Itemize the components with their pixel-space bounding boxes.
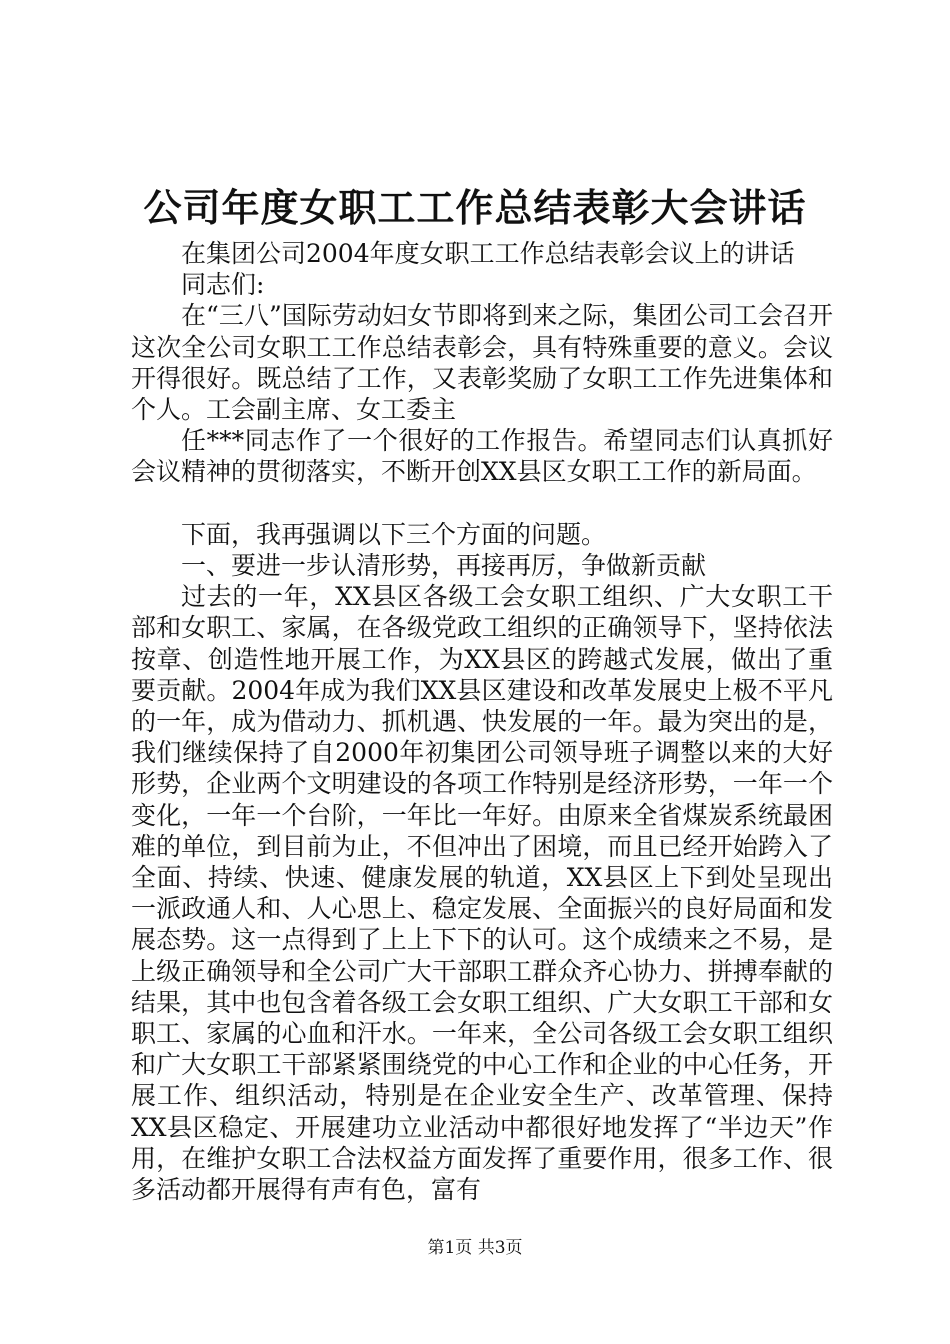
document-title: 公司年度女职工工作总结表彰大会讲话 bbox=[143, 185, 807, 230]
paragraph-review: 过去的一年，XX县区各级工会女职工组织、广大女职工干部和女职工、家属，在各级党政工组织的正确领导下，坚持依法按章、创造性地开展工作，为XX县区的跨越式发展，做出了重要贡献。2004年成为我们XX县区建设和改革发展史上极不平凡的一年，成为借动力、抓机遇、快发展的一年。最为突出的是，我们继续保持了自2000年初集团公司领导班子调整以来的大好形势，企业两个文明建设的各项工作特别是经济形势，一年一个变化，一年一个台阶，一年比一年好。由原来全省煤炭系统最困难的单位，到目前为止，不但冲出了困境，而且已经开始跨入了全面、持续、快速、健康发展的轨道，XX县区上下到处呈现出一派政通人和、人心思上、稳定发展、全面振兴的良好局面和发展态势。这一点得到了上上下下的认可。这个成绩来之不易，是上级正确领导和全公司广大干部职工群众齐心协力、拼搏奉献的结果，其中也包含着各级工会女职工组织、广大女职工干部和女职工、家属的心血和汗水。一年来，全公司各级工会女职工组织和广大女职工干部紧紧围绕党的中心工作和企业的中心任务，开展工作、组织活动，特别是在企业安全生产、改革管理、保持XX县区稳定、开展建功立业活动中都很好地发挥了“半边天”作用，在维护女职工合法权益方面发挥了重要作用，很多工作、很多活动都开展得有声有色，富有 bbox=[131, 582, 833, 1205]
paragraph-opening: 在“三八”国际劳动妇女节即将到来之际，集团公司工会召开这次全公司女职工工作总结表彰会，具有特殊重要的意义。会议开得很好。既总结了工作，又表彰奖励了女职工工作先进集体和个人。工会副主席、女工委主 bbox=[131, 301, 833, 425]
document-body bbox=[131, 238, 833, 1205]
page-footer: 第1页 共3页 bbox=[427, 1238, 523, 1258]
speech-heading-line: 在集团公司2004年度女职工工作总结表彰会议上的讲话 bbox=[181, 239, 795, 268]
paragraph-spacer bbox=[131, 488, 833, 519]
salutation: 同志们: bbox=[181, 270, 265, 300]
paragraph-report: 任***同志作了一个很好的工作报告。希望同志们认真抓好会议精神的贯彻落实，不断开创XX县区女职工工作的新局面。 bbox=[131, 426, 833, 487]
paragraph-transition: 下面，我再强调以下三个方面的问题。 bbox=[181, 519, 607, 549]
section-heading-one: 一、要进一步认清形势，再接再厉，争做新贡献 bbox=[181, 551, 707, 581]
